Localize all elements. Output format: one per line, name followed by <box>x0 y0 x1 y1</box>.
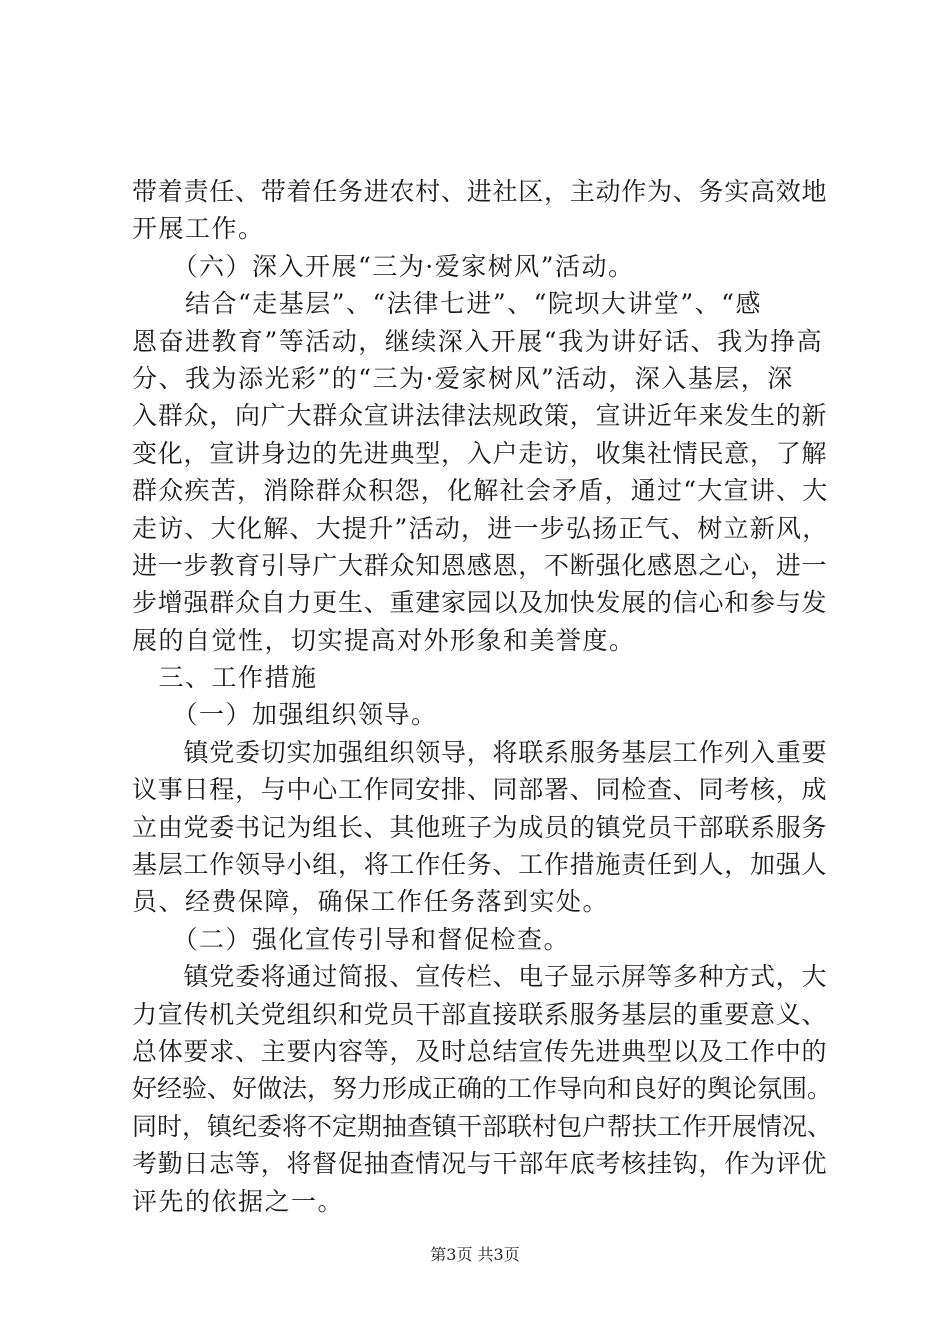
text-line: 总体要求、主要内容等，及时总结宣传先进典型以及工作中的 <box>132 1036 828 1066</box>
text-line: 入群众，向广大群众宣讲法律法规政策，宣讲近年来发生的新 <box>132 401 828 431</box>
text-line: 步增强群众自力更生、重建家园以及加快发展的信心和参与发 <box>132 588 828 618</box>
text-line: 结合“走基层”、“法律七进”、“院坝大讲堂”、“感 <box>132 289 762 319</box>
text-line: （二）强化宣传引导和督促检查。 <box>132 924 571 954</box>
text-line: 力宣传机关党组织和党员干部直接联系服务基层的重要意义、 <box>132 999 828 1029</box>
text-line: 走访、大化解、大提升”活动，进一步弘扬正气、树立新风， <box>132 513 829 543</box>
text-line: 好经验、好做法，努力形成正确的工作导向和良好的舆论氛围。 <box>132 1074 833 1104</box>
text-line: 开展工作。 <box>132 214 265 244</box>
text-line: 展的自觉性，切实提高对外形象和美誉度。 <box>132 625 636 655</box>
text-line: 进一步教育引导广大群众知恩感恩，不断强化感恩之心，进一 <box>132 550 828 580</box>
text-line: 三、工作措施 <box>132 663 318 693</box>
text-line: 员、经费保障，确保工作任务落到实处。 <box>132 887 610 917</box>
text-line: 分、我为添光彩”的“三为·爱家树风”活动，深入基层，深 <box>132 363 794 393</box>
text-line: 变化，宣讲身边的先进典型，入户走访，收集社情民意，了解 <box>132 438 828 468</box>
text-line: 同时，镇纪委将不定期抽查镇干部联村包户帮扶工作开展情况、 <box>132 1111 833 1141</box>
page-footer: 第3页 共3页 <box>430 1245 520 1264</box>
text-line: 立由党委书记为组长、其他班子为成员的镇党员干部联系服务 <box>132 812 828 842</box>
text-line: 带着责任、带着任务进农村、进社区，主动作为、务实高效地 <box>132 177 828 206</box>
text-line: 群众疾苦，消除群众积怨，化解社会矛盾，通过“大宣讲、大 <box>132 476 829 506</box>
text-line: 镇党委将通过简报、宣传栏、电子显示屏等多种方式，大 <box>132 962 828 992</box>
text-line: （六）深入开展“三为·爱家树风”活动。 <box>132 251 635 281</box>
text-line: 镇党委切实加强组织领导，将联系服务基层工作列入重要 <box>132 737 828 767</box>
text-line: 恩奋进教育”等活动，继续深入开展“我为讲好话、我为挣高 <box>132 326 824 356</box>
text-line: 评先的依据之一。 <box>132 1186 345 1216</box>
document-body <box>132 173 832 1220</box>
text-line: （一）加强组织领导。 <box>132 700 438 730</box>
text-line: 考勤日志等，将督促抽查情况与干部年底考核挂钩，作为评优 <box>132 1149 828 1179</box>
text-line: 议事日程，与中心工作同安排、同部署、同检查、同考核，成 <box>132 775 828 805</box>
text-line: 基层工作领导小组，将工作任务、工作措施责任到人，加强人 <box>132 850 828 880</box>
